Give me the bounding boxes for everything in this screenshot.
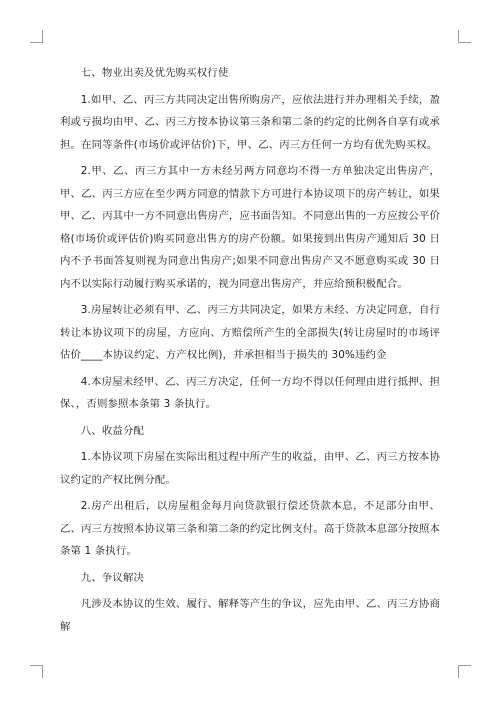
section-heading-8: 八、收益分配	[80, 424, 145, 437]
section-heading-7: 七、物业出卖及优先购买权行使	[80, 67, 229, 79]
crop-mark-bottom-left	[30, 665, 43, 678]
paragraph-7-2: 2.甲、乙、丙三方其中一方未经另两方同意均不得一方单独决定出售房产，甲、乙、丙三方应在至少两方同意的情款下方可进行本协议项下的房产转让，如果甲、乙、丙其中一方不同意出售房产，应书面告知。不同意出售的一方应按公平价格(市场价或评估价)购买同意出售方的房产份额。如果接到出售房产通知后 30 日内不予书面答复则视为同意出售房产;如果不同意出售房产又不愿意购买或 30 日内不以实际行动履行购买承诺的，视为同意出售房产，并应给预积极配合。	[60, 165, 440, 290]
paragraph-8-1: 1.本协议项下房屋在实际出租过程中所产生的收益，由甲、乙、丙三方按本协议约定的产权比例分配。	[60, 451, 440, 486]
crop-mark-top-left	[30, 30, 43, 43]
paragraph-9-1: 凡涉及本协议的生效、履行、解释等产生的争议，应先由甲、乙、丙三方协商解	[60, 598, 440, 633]
crop-mark-top-right	[458, 30, 471, 43]
paragraph-7-4: 4.本房屋未经甲、乙、丙三方决定，任何一方均不得以任何理由进行抵押、担保、，否则参照本条第 3 条执行。	[60, 375, 440, 410]
section-heading-9: 九、争议解决	[80, 571, 145, 584]
paragraph-7-3: 3.房屋转让必须有甲、乙、丙三方共同决定，如果方未经、方决定同意，自行转让本协议项下的房屋，方应向、方赔偿所产生的全部损失(转让房屋时的市场评估价____本协议约定、方产权比例)，并承担相当于损失的 30%违约金	[60, 304, 440, 361]
document-body	[60, 62, 440, 642]
paragraph-8-2: 2.房产出租后，以房屋租金每月向贷款银行偿还贷款本息，不足部分由甲、乙、丙三方按照本协议第三条和第二条的约定比例支付。高于贷款本息部分按照本条第 1 条执行。	[60, 500, 440, 557]
crop-mark-bottom-right	[458, 665, 471, 678]
paragraph-7-1: 1.如甲、乙、丙三方共同决定出售所购房产，应依法进行并办理相关手续，盈利或亏损均由甲、乙、丙三方按本协议第三条和第二条的约定的比例各自享有或承担。在同等条件(市场价或评估价)下，甲、乙、丙三方任何一方均有优先购买权。	[60, 93, 440, 151]
